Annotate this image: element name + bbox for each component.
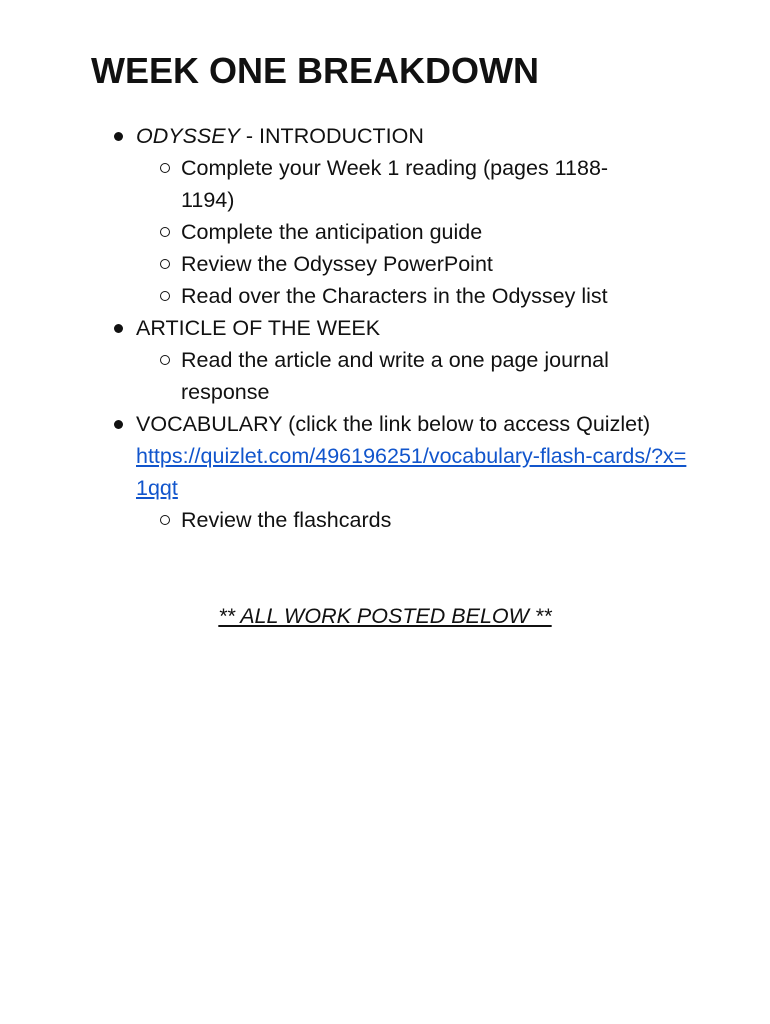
- list-item: [136, 216, 661, 248]
- hollow-bullet-icon: [160, 515, 170, 525]
- task-text: Review the flashcards: [181, 508, 392, 532]
- list-item: [136, 344, 661, 408]
- hollow-bullet-icon: [160, 291, 170, 301]
- section-heading: VOCABULARY (click the link below to access Quizlet): [136, 412, 651, 436]
- section-heading: [136, 124, 424, 148]
- task-text: Complete the anticipation guide: [181, 220, 483, 244]
- task-text: Read the article and write a one page journal response: [181, 348, 609, 404]
- odyssey-tasks: [108, 152, 708, 312]
- list-item: [136, 152, 611, 216]
- breakdown-list: [108, 120, 708, 536]
- task-text: Review the Odyssey PowerPoint: [181, 252, 493, 276]
- section-vocabulary: [108, 408, 708, 504]
- task-text: Complete your Week 1 reading (pages 1188-1194): [181, 156, 609, 212]
- quizlet-link[interactable]: https://quizlet.com/496196251/vocabulary-flash-cards/?x=1qqt: [136, 444, 687, 500]
- section-heading: ARTICLE OF THE WEEK: [136, 316, 381, 340]
- list-item: [136, 248, 661, 280]
- article-tasks: [108, 344, 708, 408]
- hollow-bullet-icon: [160, 227, 170, 237]
- page-title: WEEK ONE BREAKDOWN: [91, 50, 539, 91]
- vocabulary-tasks: [108, 504, 708, 536]
- bullet-icon: [114, 420, 123, 429]
- section-heading-rest: - INTRODUCTION: [239, 124, 424, 148]
- section-heading-emphasis: ODYSSEY: [136, 124, 240, 148]
- task-text: Read over the Characters in the Odyssey list: [181, 284, 608, 308]
- hollow-bullet-icon: [160, 355, 170, 365]
- section-odyssey: [108, 120, 708, 152]
- footer-note: ** ALL WORK POSTED BELOW **: [218, 604, 552, 628]
- list-item: [136, 280, 661, 312]
- hollow-bullet-icon: [160, 259, 170, 269]
- bullet-icon: [114, 324, 123, 333]
- list-item: [136, 504, 661, 536]
- bullet-icon: [114, 132, 123, 141]
- hollow-bullet-icon: [160, 163, 170, 173]
- section-article: [108, 312, 708, 344]
